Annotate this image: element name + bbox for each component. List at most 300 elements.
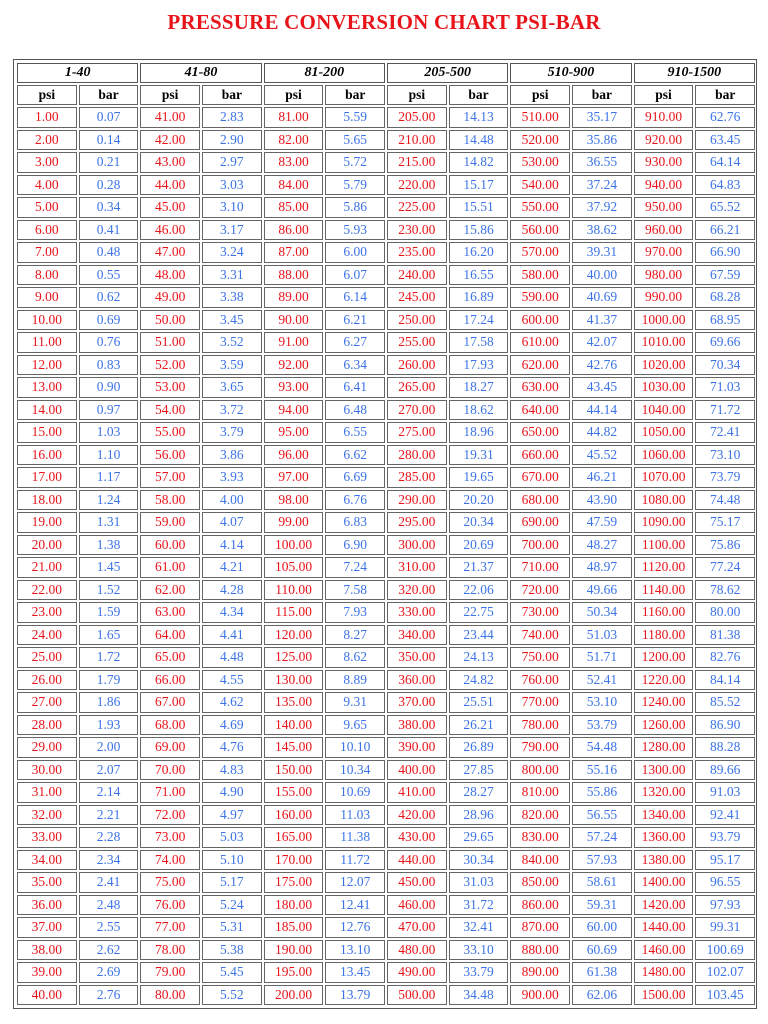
bar-value-cell: 5.10	[202, 850, 262, 871]
bar-value-cell: 3.03	[202, 175, 262, 196]
psi-value-cell: 83.00	[264, 152, 324, 173]
psi-value-cell: 17.00	[17, 467, 77, 488]
psi-value-cell: 530.00	[510, 152, 570, 173]
psi-value-cell: 980.00	[634, 265, 694, 286]
bar-value-cell: 4.14	[202, 535, 262, 556]
psi-value-cell: 1380.00	[634, 850, 694, 871]
bar-value-cell: 4.83	[202, 760, 262, 781]
psi-value-cell: 790.00	[510, 737, 570, 758]
bar-value-cell: 9.65	[325, 715, 385, 736]
psi-value-cell: 1040.00	[634, 400, 694, 421]
psi-value-cell: 370.00	[387, 692, 447, 713]
psi-value-cell: 62.00	[140, 580, 200, 601]
table-row	[16, 961, 756, 984]
bar-value-cell: 1.45	[79, 557, 139, 578]
bar-value-cell: 5.24	[202, 895, 262, 916]
table-row	[16, 376, 756, 399]
table-row	[16, 444, 756, 467]
table-row	[16, 196, 756, 219]
psi-value-cell: 115.00	[264, 602, 324, 623]
table-row	[16, 556, 756, 579]
psi-value-cell: 1260.00	[634, 715, 694, 736]
bar-value-cell: 93.79	[695, 827, 755, 848]
bar-value-cell: 5.72	[325, 152, 385, 173]
psi-value-cell: 19.00	[17, 512, 77, 533]
psi-value-cell: 57.00	[140, 467, 200, 488]
bar-value-cell: 1.24	[79, 490, 139, 511]
bar-value-cell: 63.45	[695, 130, 755, 151]
psi-value-cell: 330.00	[387, 602, 447, 623]
bar-value-cell: 53.10	[572, 692, 632, 713]
range-header: 41-80	[140, 63, 261, 83]
psi-value-cell: 1080.00	[634, 490, 694, 511]
table-row	[16, 736, 756, 759]
bar-value-cell: 16.55	[449, 265, 509, 286]
bar-value-cell: 88.28	[695, 737, 755, 758]
psi-value-cell: 56.00	[140, 445, 200, 466]
psi-value-cell: 44.00	[140, 175, 200, 196]
bar-value-cell: 2.48	[79, 895, 139, 916]
bar-value-cell: 15.86	[449, 220, 509, 241]
bar-value-cell: 74.48	[695, 490, 755, 511]
bar-value-cell: 0.28	[79, 175, 139, 196]
bar-value-cell: 3.86	[202, 445, 262, 466]
bar-value-cell: 61.38	[572, 962, 632, 983]
psi-value-cell: 51.00	[140, 332, 200, 353]
psi-value-cell: 1420.00	[634, 895, 694, 916]
table-row	[16, 151, 756, 174]
table-row	[16, 264, 756, 287]
psi-value-cell: 205.00	[387, 107, 447, 128]
range-header: 1-40	[17, 63, 138, 83]
psi-value-cell: 340.00	[387, 625, 447, 646]
bar-value-cell: 1.17	[79, 467, 139, 488]
table-row	[16, 106, 756, 129]
psi-value-cell: 770.00	[510, 692, 570, 713]
table-row	[16, 759, 756, 782]
bar-value-cell: 31.03	[449, 872, 509, 893]
psi-value-cell: 155.00	[264, 782, 324, 803]
psi-value-cell: 69.00	[140, 737, 200, 758]
psi-value-cell: 5.00	[17, 197, 77, 218]
bar-value-cell: 1.59	[79, 602, 139, 623]
table-row	[16, 939, 756, 962]
bar-value-cell: 66.21	[695, 220, 755, 241]
psi-value-cell: 920.00	[634, 130, 694, 151]
psi-value-cell: 90.00	[264, 310, 324, 331]
bar-value-cell: 48.97	[572, 557, 632, 578]
psi-value-cell: 1440.00	[634, 917, 694, 938]
bar-value-cell: 3.59	[202, 355, 262, 376]
psi-value-cell: 500.00	[387, 985, 447, 1006]
psi-value-cell: 360.00	[387, 670, 447, 691]
bar-value-cell: 1.38	[79, 535, 139, 556]
psi-value-cell: 830.00	[510, 827, 570, 848]
bar-value-cell: 1.52	[79, 580, 139, 601]
table-row	[16, 129, 756, 152]
psi-column-header: psi	[140, 85, 200, 105]
psi-value-cell: 75.00	[140, 872, 200, 893]
psi-value-cell: 15.00	[17, 422, 77, 443]
bar-value-cell: 5.59	[325, 107, 385, 128]
bar-value-cell: 22.75	[449, 602, 509, 623]
psi-value-cell: 230.00	[387, 220, 447, 241]
table-row	[16, 489, 756, 512]
psi-value-cell: 1070.00	[634, 467, 694, 488]
bar-value-cell: 30.34	[449, 850, 509, 871]
psi-value-cell: 300.00	[387, 535, 447, 556]
psi-value-cell: 43.00	[140, 152, 200, 173]
bar-value-cell: 60.69	[572, 940, 632, 961]
psi-value-cell: 9.00	[17, 287, 77, 308]
psi-value-cell: 730.00	[510, 602, 570, 623]
bar-value-cell: 4.90	[202, 782, 262, 803]
bar-value-cell: 96.55	[695, 872, 755, 893]
bar-value-cell: 75.17	[695, 512, 755, 533]
psi-value-cell: 1280.00	[634, 737, 694, 758]
psi-value-cell: 20.00	[17, 535, 77, 556]
bar-value-cell: 2.07	[79, 760, 139, 781]
psi-value-cell: 86.00	[264, 220, 324, 241]
bar-value-cell: 18.62	[449, 400, 509, 421]
bar-value-cell: 3.79	[202, 422, 262, 443]
psi-value-cell: 70.00	[140, 760, 200, 781]
bar-value-cell: 32.41	[449, 917, 509, 938]
psi-value-cell: 39.00	[17, 962, 77, 983]
range-header: 81-200	[264, 63, 385, 83]
bar-value-cell: 16.89	[449, 287, 509, 308]
bar-value-cell: 42.07	[572, 332, 632, 353]
psi-value-cell: 810.00	[510, 782, 570, 803]
bar-value-cell: 45.52	[572, 445, 632, 466]
psi-value-cell: 265.00	[387, 377, 447, 398]
psi-value-cell: 105.00	[264, 557, 324, 578]
bar-value-cell: 10.34	[325, 760, 385, 781]
psi-value-cell: 430.00	[387, 827, 447, 848]
bar-value-cell: 5.93	[325, 220, 385, 241]
bar-value-cell: 18.96	[449, 422, 509, 443]
bar-value-cell: 82.76	[695, 647, 755, 668]
bar-value-cell: 55.86	[572, 782, 632, 803]
table-row	[16, 174, 756, 197]
psi-value-cell: 27.00	[17, 692, 77, 713]
table-row	[16, 646, 756, 669]
psi-value-cell: 285.00	[387, 467, 447, 488]
table-row	[16, 421, 756, 444]
psi-value-cell: 210.00	[387, 130, 447, 151]
bar-value-cell: 3.52	[202, 332, 262, 353]
psi-value-cell: 1360.00	[634, 827, 694, 848]
psi-value-cell: 87.00	[264, 242, 324, 263]
bar-value-cell: 73.79	[695, 467, 755, 488]
psi-value-cell: 81.00	[264, 107, 324, 128]
psi-value-cell: 630.00	[510, 377, 570, 398]
bar-value-cell: 40.00	[572, 265, 632, 286]
psi-value-cell: 1.00	[17, 107, 77, 128]
bar-value-cell: 6.07	[325, 265, 385, 286]
bar-value-cell: 53.79	[572, 715, 632, 736]
psi-value-cell: 200.00	[264, 985, 324, 1006]
psi-value-cell: 225.00	[387, 197, 447, 218]
bar-value-cell: 36.55	[572, 152, 632, 173]
psi-value-cell: 190.00	[264, 940, 324, 961]
bar-value-cell: 15.51	[449, 197, 509, 218]
bar-value-cell: 52.41	[572, 670, 632, 691]
psi-value-cell: 31.00	[17, 782, 77, 803]
bar-column-header: bar	[449, 85, 509, 105]
bar-column-header: bar	[79, 85, 139, 105]
table-row	[16, 331, 756, 354]
psi-value-cell: 120.00	[264, 625, 324, 646]
psi-value-cell: 14.00	[17, 400, 77, 421]
bar-value-cell: 15.17	[449, 175, 509, 196]
psi-value-cell: 11.00	[17, 332, 77, 353]
bar-value-cell: 55.16	[572, 760, 632, 781]
bar-value-cell: 44.14	[572, 400, 632, 421]
bar-value-cell: 70.34	[695, 355, 755, 376]
bar-value-cell: 0.14	[79, 130, 139, 151]
bar-value-cell: 2.69	[79, 962, 139, 983]
bar-value-cell: 40.69	[572, 287, 632, 308]
psi-value-cell: 840.00	[510, 850, 570, 871]
psi-value-cell: 750.00	[510, 647, 570, 668]
psi-value-cell: 740.00	[510, 625, 570, 646]
bar-value-cell: 0.83	[79, 355, 139, 376]
psi-value-cell: 610.00	[510, 332, 570, 353]
bar-value-cell: 1.10	[79, 445, 139, 466]
range-header: 205-500	[387, 63, 508, 83]
psi-value-cell: 71.00	[140, 782, 200, 803]
psi-value-cell: 66.00	[140, 670, 200, 691]
psi-value-cell: 235.00	[387, 242, 447, 263]
table-row	[16, 354, 756, 377]
psi-value-cell: 48.00	[140, 265, 200, 286]
bar-value-cell: 3.45	[202, 310, 262, 331]
bar-value-cell: 0.34	[79, 197, 139, 218]
psi-value-cell: 140.00	[264, 715, 324, 736]
bar-value-cell: 43.45	[572, 377, 632, 398]
psi-value-cell: 1000.00	[634, 310, 694, 331]
bar-value-cell: 7.93	[325, 602, 385, 623]
psi-value-cell: 950.00	[634, 197, 694, 218]
psi-value-cell: 240.00	[387, 265, 447, 286]
bar-value-cell: 14.82	[449, 152, 509, 173]
table-row	[16, 286, 756, 309]
bar-value-cell: 21.37	[449, 557, 509, 578]
table-row	[16, 624, 756, 647]
psi-value-cell: 990.00	[634, 287, 694, 308]
psi-value-cell: 620.00	[510, 355, 570, 376]
psi-value-cell: 67.00	[140, 692, 200, 713]
bar-value-cell: 2.00	[79, 737, 139, 758]
table-row	[16, 714, 756, 737]
psi-value-cell: 380.00	[387, 715, 447, 736]
psi-value-cell: 160.00	[264, 805, 324, 826]
psi-value-cell: 880.00	[510, 940, 570, 961]
bar-value-cell: 47.59	[572, 512, 632, 533]
psi-value-cell: 30.00	[17, 760, 77, 781]
bar-value-cell: 2.21	[79, 805, 139, 826]
bar-value-cell: 17.24	[449, 310, 509, 331]
bar-value-cell: 77.24	[695, 557, 755, 578]
bar-value-cell: 46.21	[572, 467, 632, 488]
psi-value-cell: 73.00	[140, 827, 200, 848]
psi-value-cell: 215.00	[387, 152, 447, 173]
psi-value-cell: 91.00	[264, 332, 324, 353]
psi-value-cell: 1010.00	[634, 332, 694, 353]
bar-value-cell: 13.10	[325, 940, 385, 961]
psi-value-cell: 60.00	[140, 535, 200, 556]
psi-value-cell: 890.00	[510, 962, 570, 983]
psi-value-cell: 490.00	[387, 962, 447, 983]
bar-value-cell: 4.55	[202, 670, 262, 691]
bar-value-cell: 33.10	[449, 940, 509, 961]
bar-value-cell: 67.59	[695, 265, 755, 286]
table-row	[16, 984, 756, 1007]
psi-value-cell: 47.00	[140, 242, 200, 263]
bar-value-cell: 62.06	[572, 985, 632, 1006]
bar-value-cell: 11.03	[325, 805, 385, 826]
psi-value-cell: 390.00	[387, 737, 447, 758]
psi-value-cell: 96.00	[264, 445, 324, 466]
bar-value-cell: 57.93	[572, 850, 632, 871]
bar-value-cell: 5.79	[325, 175, 385, 196]
bar-value-cell: 10.10	[325, 737, 385, 758]
bar-value-cell: 42.76	[572, 355, 632, 376]
psi-value-cell: 34.00	[17, 850, 77, 871]
psi-value-cell: 165.00	[264, 827, 324, 848]
psi-value-cell: 150.00	[264, 760, 324, 781]
bar-value-cell: 29.65	[449, 827, 509, 848]
bar-value-cell: 51.03	[572, 625, 632, 646]
psi-value-cell: 710.00	[510, 557, 570, 578]
psi-value-cell: 260.00	[387, 355, 447, 376]
psi-value-cell: 270.00	[387, 400, 447, 421]
psi-column-header: psi	[17, 85, 77, 105]
bar-value-cell: 8.89	[325, 670, 385, 691]
psi-value-cell: 245.00	[387, 287, 447, 308]
psi-value-cell: 650.00	[510, 422, 570, 443]
bar-value-cell: 51.71	[572, 647, 632, 668]
bar-value-cell: 81.38	[695, 625, 755, 646]
conversion-grid	[16, 62, 756, 1008]
psi-value-cell: 1090.00	[634, 512, 694, 533]
psi-value-cell: 35.00	[17, 872, 77, 893]
psi-value-cell: 22.00	[17, 580, 77, 601]
bar-value-cell: 17.58	[449, 332, 509, 353]
bar-value-cell: 2.34	[79, 850, 139, 871]
bar-value-cell: 5.17	[202, 872, 262, 893]
table-row	[16, 669, 756, 692]
psi-value-cell: 46.00	[140, 220, 200, 241]
bar-value-cell: 5.31	[202, 917, 262, 938]
bar-value-cell: 99.31	[695, 917, 755, 938]
bar-value-cell: 4.62	[202, 692, 262, 713]
psi-value-cell: 49.00	[140, 287, 200, 308]
psi-value-cell: 40.00	[17, 985, 77, 1006]
bar-value-cell: 19.65	[449, 467, 509, 488]
psi-value-cell: 820.00	[510, 805, 570, 826]
bar-column-header: bar	[572, 85, 632, 105]
psi-value-cell: 1060.00	[634, 445, 694, 466]
bar-value-cell: 35.17	[572, 107, 632, 128]
psi-value-cell: 870.00	[510, 917, 570, 938]
table-row	[16, 399, 756, 422]
bar-value-cell: 14.13	[449, 107, 509, 128]
bar-value-cell: 0.76	[79, 332, 139, 353]
psi-value-cell: 145.00	[264, 737, 324, 758]
psi-value-cell: 320.00	[387, 580, 447, 601]
bar-value-cell: 31.72	[449, 895, 509, 916]
bar-value-cell: 38.62	[572, 220, 632, 241]
psi-value-cell: 800.00	[510, 760, 570, 781]
table-row	[16, 871, 756, 894]
bar-value-cell: 75.86	[695, 535, 755, 556]
table-row	[16, 601, 756, 624]
bar-value-cell: 2.41	[79, 872, 139, 893]
bar-value-cell: 3.31	[202, 265, 262, 286]
psi-value-cell: 1050.00	[634, 422, 694, 443]
bar-value-cell: 64.83	[695, 175, 755, 196]
bar-value-cell: 13.79	[325, 985, 385, 1006]
bar-value-cell: 14.48	[449, 130, 509, 151]
bar-value-cell: 17.93	[449, 355, 509, 376]
bar-value-cell: 7.58	[325, 580, 385, 601]
psi-value-cell: 255.00	[387, 332, 447, 353]
psi-value-cell: 18.00	[17, 490, 77, 511]
bar-value-cell: 4.76	[202, 737, 262, 758]
psi-value-cell: 53.00	[140, 377, 200, 398]
bar-value-cell: 1.79	[79, 670, 139, 691]
psi-value-cell: 59.00	[140, 512, 200, 533]
bar-value-cell: 84.14	[695, 670, 755, 691]
table-row	[16, 916, 756, 939]
psi-value-cell: 720.00	[510, 580, 570, 601]
bar-value-cell: 4.41	[202, 625, 262, 646]
psi-value-cell: 1140.00	[634, 580, 694, 601]
psi-value-cell: 21.00	[17, 557, 77, 578]
bar-value-cell: 2.76	[79, 985, 139, 1006]
bar-value-cell: 28.27	[449, 782, 509, 803]
psi-value-cell: 540.00	[510, 175, 570, 196]
psi-value-cell: 3.00	[17, 152, 77, 173]
bar-value-cell: 41.37	[572, 310, 632, 331]
psi-value-cell: 600.00	[510, 310, 570, 331]
psi-value-cell: 930.00	[634, 152, 694, 173]
psi-value-cell: 76.00	[140, 895, 200, 916]
bar-value-cell: 44.82	[572, 422, 632, 443]
bar-value-cell: 97.93	[695, 895, 755, 916]
psi-value-cell: 92.00	[264, 355, 324, 376]
bar-value-cell: 6.48	[325, 400, 385, 421]
bar-value-cell: 24.82	[449, 670, 509, 691]
bar-value-cell: 4.34	[202, 602, 262, 623]
bar-column-header: bar	[202, 85, 262, 105]
bar-value-cell: 13.45	[325, 962, 385, 983]
bar-value-cell: 2.14	[79, 782, 139, 803]
bar-value-cell: 25.51	[449, 692, 509, 713]
psi-value-cell: 32.00	[17, 805, 77, 826]
bar-value-cell: 68.95	[695, 310, 755, 331]
bar-value-cell: 0.62	[79, 287, 139, 308]
psi-value-cell: 195.00	[264, 962, 324, 983]
psi-value-cell: 88.00	[264, 265, 324, 286]
psi-value-cell: 77.00	[140, 917, 200, 938]
table-row	[16, 309, 756, 332]
psi-value-cell: 550.00	[510, 197, 570, 218]
psi-value-cell: 780.00	[510, 715, 570, 736]
psi-value-cell: 10.00	[17, 310, 77, 331]
